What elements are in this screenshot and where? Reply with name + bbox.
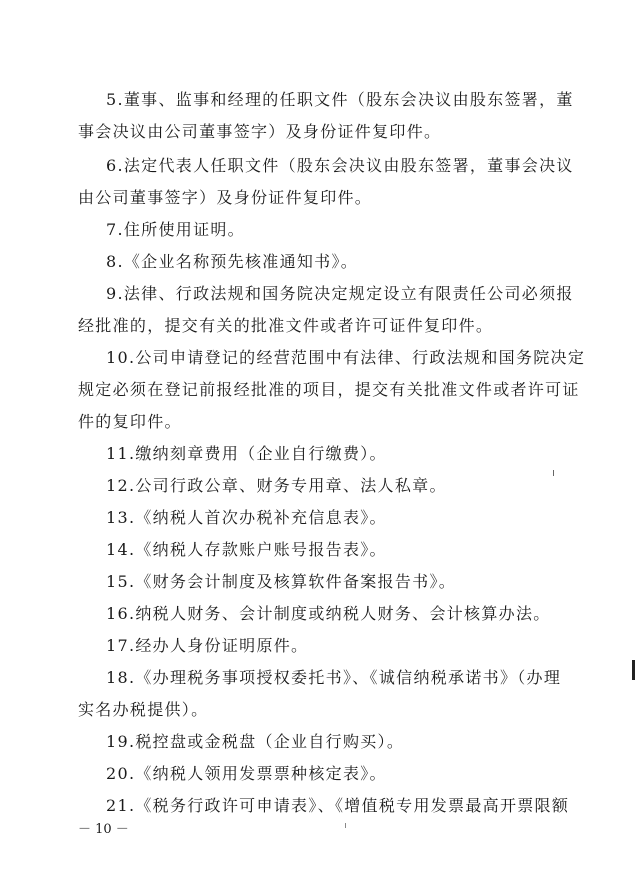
text-line: 10.公司申请登记的经营范围中有法律、行政法规和国务院决定	[106, 348, 586, 367]
text-line: 9.法律、行政法规和国务院决定规定设立有限责任公司必须报	[106, 284, 574, 303]
text-line: 由公司董事签字）及身份证件复印件。	[78, 188, 373, 207]
text-line: 15.《财务会计制度及核算软件备案报告书》。	[106, 572, 457, 591]
text-line: 17.经办人身份证明原件。	[106, 636, 309, 655]
text-line: 21.《税务行政许可申请表》、《增值税专用发票最高开票限额	[106, 796, 570, 815]
text-line: 20.《纳税人领用发票票种核定表》。	[106, 764, 387, 783]
text-line: 16.纳税人财务、会计制度或纳税人财务、会计核算办法。	[106, 604, 551, 623]
text-line: 14.《纳税人存款账户账号报告表》。	[106, 540, 387, 559]
text-line: 6.法定代表人任职文件（股东会决议由股东签署，董事会决议	[106, 156, 574, 175]
text-line: 事会决议由公司董事签字）及身份证件复印件。	[78, 122, 442, 141]
text-line: 8.《企业名称预先核准通知书》。	[106, 252, 359, 271]
text-line: 5.董事、监事和经理的任职文件（股东会决议由股东签署，董	[106, 90, 574, 109]
text-line: 件的复印件。	[78, 412, 182, 431]
text-line: 12.公司行政公章、财务专用章、法人私章。	[106, 476, 447, 495]
text-line: 11.缴纳刻章费用（企业自行缴费）。	[106, 444, 387, 463]
page-number: － 10 －	[78, 822, 129, 837]
text-line: 经批准的，提交有关的批准文件或者许可证件复印件。	[78, 316, 494, 335]
text-line: 规定必须在登记前报经批准的项目，提交有关批准文件或者许可证	[78, 380, 580, 399]
text-line: 18.《办理税务事项授权委托书》、《诚信纳税承诺书》（办理	[106, 668, 562, 687]
text-line: 实名办税提供）。	[78, 700, 209, 719]
text-line: 7.住所使用证明。	[106, 220, 245, 239]
scan-mark	[632, 660, 635, 680]
scan-mark	[553, 470, 554, 476]
text-line: 19.税控盘或金税盘（企业自行购买）。	[106, 732, 405, 751]
scan-mark	[345, 823, 346, 828]
text-line: 13.《纳税人首次办税补充信息表》。	[106, 508, 387, 527]
